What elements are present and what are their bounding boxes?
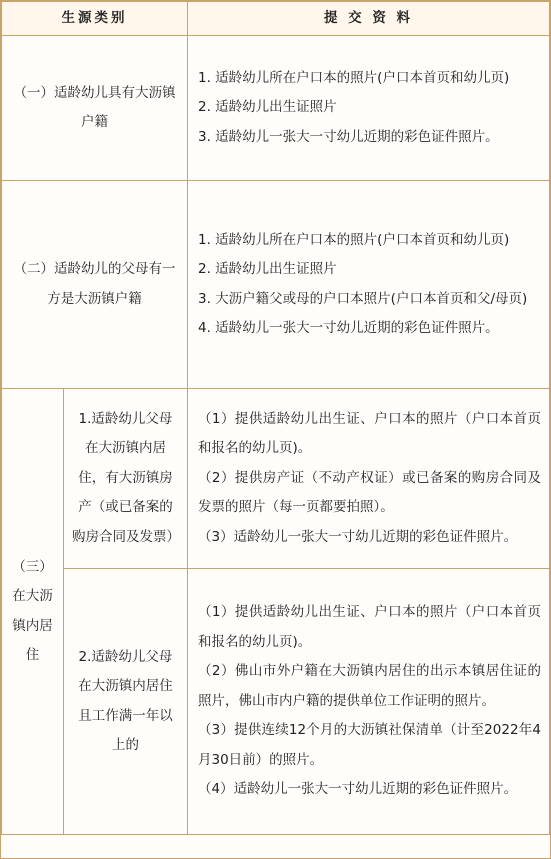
material-item: （1）提供适龄幼儿出生证、户口本的照片（户口本首页和报名的幼儿页)。 xyxy=(198,410,541,457)
category-cell: （二）适龄幼儿的父母有一方是大沥镇户籍 xyxy=(2,181,188,389)
material-item: 4. 适龄幼儿一张大一寸幼儿近期的彩色证件照片。 xyxy=(198,320,499,336)
material-item: 2. 适龄幼儿出生证照片 xyxy=(198,99,337,116)
table-row xyxy=(2,389,550,569)
material-item: （2）佛山市外户籍在大沥镇内居住的出示本镇居住证的照片，佛山市内户籍的提供单位工作证明的照片。 xyxy=(198,663,541,709)
category-cell: （一）适龄幼儿具有大沥镇户籍 xyxy=(2,36,188,181)
material-item: （1）提供适龄幼儿出生证、户口本的照片（户口本首页和报名的幼儿页)。 xyxy=(198,604,541,650)
table-row xyxy=(2,36,550,181)
material-item: 3. 适龄幼儿一张大一寸幼儿近期的彩色证件照片。 xyxy=(198,128,499,145)
enrollment-materials-table xyxy=(1,1,550,835)
header-category: 生源类别 xyxy=(2,2,188,36)
header-materials: 提 交 资 料 xyxy=(188,2,550,36)
materials-cell xyxy=(188,36,550,181)
material-item: 2. 适龄幼儿出生证照片 xyxy=(198,261,337,277)
subcategory-cell: 1.适龄幼儿父母在大沥镇内居住，有大沥镇房产（或已备案的购房合同及发票） xyxy=(64,389,188,569)
material-item: 1. 适龄幼儿所在户口本的照片(户口本首页和幼儿页) xyxy=(198,69,510,86)
material-item: （3）提供连续12个月的大沥镇社保清单（计至2022年4月30日前）的照片。 xyxy=(198,722,541,768)
table-header-row xyxy=(2,2,550,36)
material-item: （4）适龄幼儿一张大一寸幼儿近期的彩色证件照片。 xyxy=(198,781,518,798)
subcategory-cell: 2.适龄幼儿父母在大沥镇内居住且工作满一年以上的 xyxy=(64,569,188,835)
table-row xyxy=(2,569,550,835)
materials-cell xyxy=(188,569,550,835)
table-row xyxy=(2,181,550,389)
material-item: 1. 适龄幼儿所在户口本的照片(户口本首页和幼儿页) xyxy=(198,231,510,248)
materials-cell xyxy=(188,181,550,389)
material-item: 3. 大沥户籍父或母的户口本照片(户口本首页和父/母页) xyxy=(198,290,528,307)
material-item: （3）适龄幼儿一张大一寸幼儿近期的彩色证件照片。 xyxy=(198,528,518,545)
category-cell: （三）在大沥镇内居住 xyxy=(2,389,64,835)
materials-cell xyxy=(188,389,550,569)
material-item: （2）提供房产证（不动产权证）或已备案的购房合同及发票的照片（每一页都要拍照）。 xyxy=(198,469,541,516)
